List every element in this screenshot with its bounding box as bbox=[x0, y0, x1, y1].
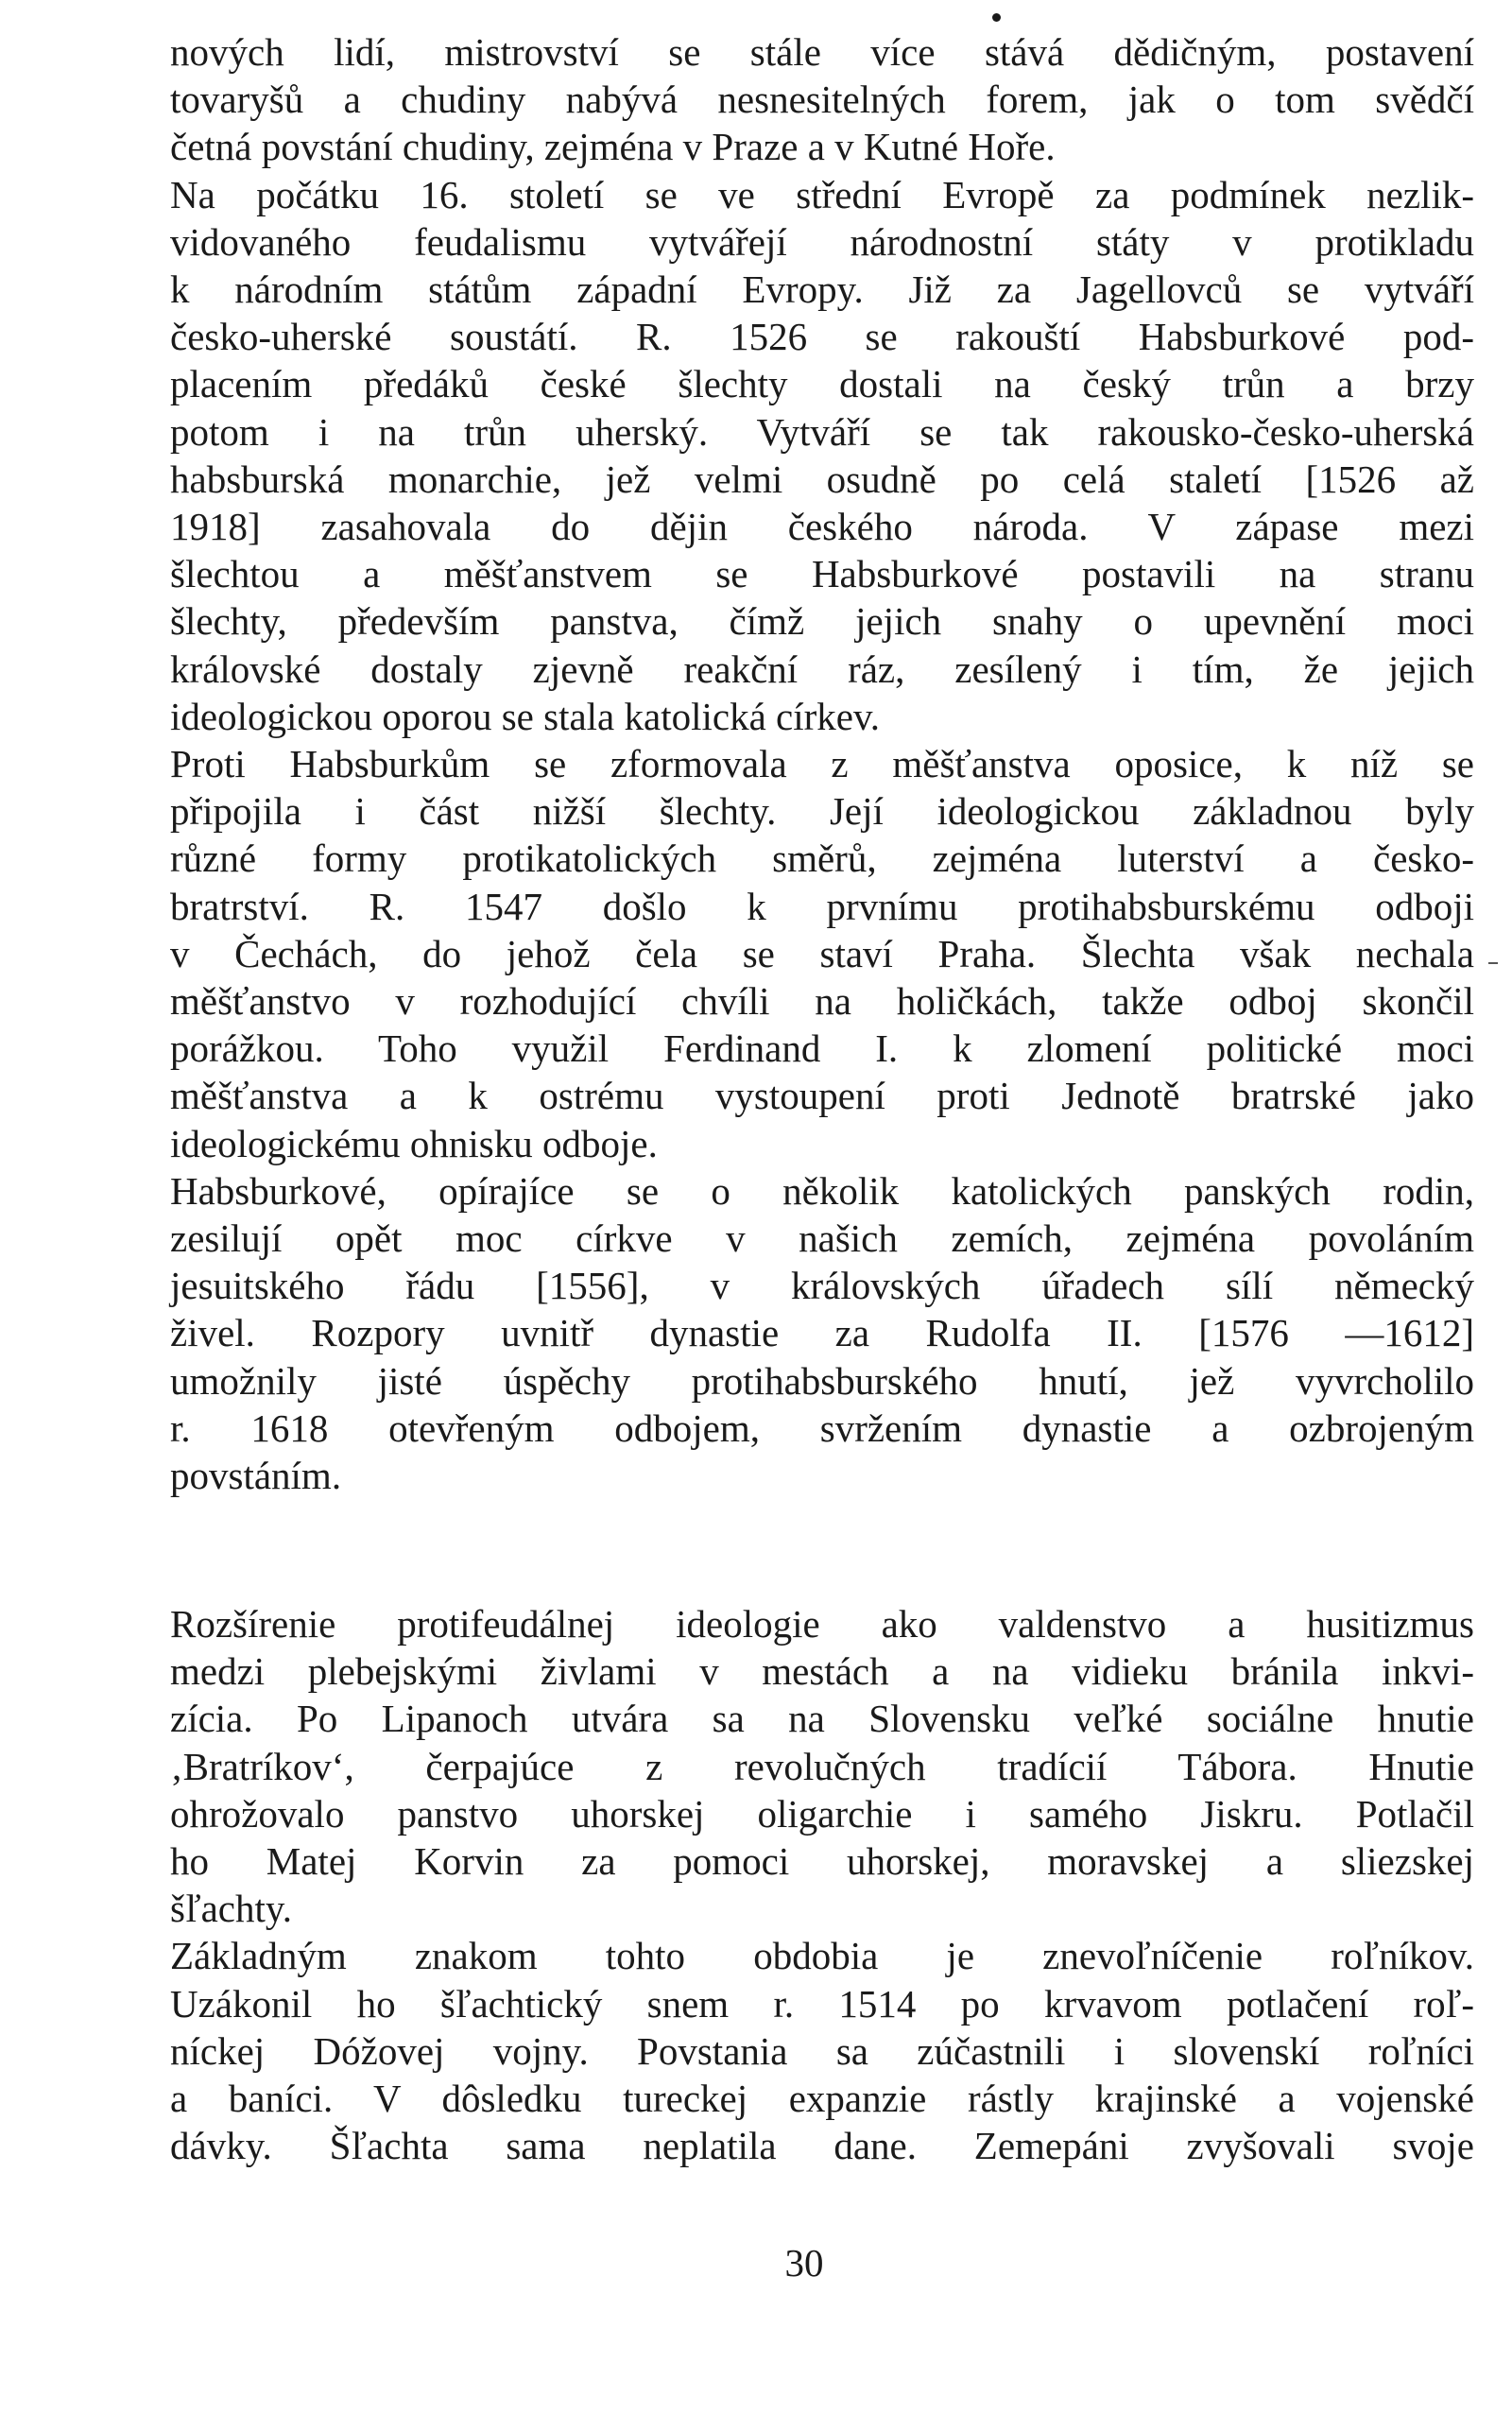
text-line: porážkou. Toho využil Ferdinand I. k zlomení politické moci bbox=[170, 1026, 1474, 1071]
text-line: Základným znakom tohto obdobia je znevoľníčenie roľníkov. bbox=[170, 1934, 1474, 1978]
text-line: připojila i část nižší šlechty. Její ideologickou základnou byly bbox=[170, 789, 1474, 834]
text-line: Uzákonil ho šľachtický snem r. 1514 po krvavom potlačení roľ- bbox=[170, 1981, 1474, 2026]
text-line: různé formy protikatolických směrů, zejména luterství a česko- bbox=[170, 836, 1474, 881]
text-line: potom i na trůn uherský. Vytváří se tak rakousko-česko-uherská bbox=[170, 409, 1474, 454]
text-line: Habsburkové, opírajíce se o několik katolických panských rodin, bbox=[170, 1168, 1474, 1213]
text-line: placením předáků české šlechty dostali na český trůn a brzy bbox=[170, 362, 1474, 406]
text-line: zícia. Po Lipanoch utvára sa na Slovensku veľké sociálne hnutie bbox=[170, 1697, 1474, 1741]
text-line: Proti Habsburkům se zformovala z měšťanstva oposice, k níž se bbox=[170, 742, 1474, 786]
czech-text-section bbox=[170, 28, 1474, 1499]
text-line: česko-uherské soustátí. R. 1526 se rakouští Habsburkové pod- bbox=[170, 315, 1474, 359]
text-line: ideologickému ohnisku odboje. bbox=[170, 1121, 658, 1165]
text-line: živel. Rozpory uvnitř dynastie za Rudolfa II. [1576 —1612] bbox=[170, 1311, 1474, 1355]
page-number: 30 bbox=[784, 2241, 824, 2285]
text-line: r. 1618 otevřeným odbojem, svržením dynastie a ozbrojeným bbox=[170, 1405, 1474, 1450]
text-line: nových lidí, mistrovství se stále více stává dědičným, postavení bbox=[170, 30, 1474, 74]
text-line: měšťanstva a k ostrému vystoupení proti Jednotě bratrské jako bbox=[170, 1074, 1474, 1118]
text-line: a baníci. V dôsledku tureckej expanzie rástly krajinské a vojenské bbox=[170, 2077, 1474, 2121]
text-line: měšťanstvo v rozhodující chvíli na holičkách, takže odboj skončil bbox=[170, 979, 1474, 1024]
text-line: ‚Bratríkov‘, čerpajúce z revolučných tradícií Tábora. Hnutie bbox=[170, 1744, 1474, 1788]
text-line: ideologickou oporou se stala katolická církev. bbox=[170, 694, 881, 738]
text-line: jesuitského řádu [1556], v královských úřadech sílí německý bbox=[170, 1264, 1474, 1308]
print-mark-dot bbox=[992, 13, 1001, 22]
text-line: habsburská monarchie, jež velmi osudně po celá staletí [1526 až bbox=[170, 457, 1474, 501]
text-line: zesilují opět moc církve v našich zemích, zejména povoláním bbox=[170, 1216, 1474, 1261]
text-line: povstáním. bbox=[170, 1454, 342, 1498]
text-line: dávky. Šľachta sama neplatila dane. Zemepáni zvyšovali svoje bbox=[170, 2124, 1474, 2168]
text-line: Rozšírenie protifeudálnej ideologie ako valdenstvo a husitizmus bbox=[170, 1602, 1474, 1646]
print-mark-dash bbox=[1488, 962, 1498, 964]
text-line: 1918] zasahovala do dějin českého národa. V zápase mezi bbox=[170, 505, 1474, 549]
text-line: ohrožovalo panstvo uhorskej oligarchie i samého Jiskru. Potlačil bbox=[170, 1791, 1474, 1836]
text-line: Na počátku 16. století se ve střední Evropě za podmínek nezlik- bbox=[170, 172, 1474, 216]
text-line: níckej Dóžovej vojny. Povstania sa zúčastnili i slovenskí roľníci bbox=[170, 2028, 1474, 2073]
text-line: v Čechách, do jehož čela se staví Praha. Šlechta však nechala bbox=[170, 931, 1474, 975]
text-line: šlechtou a měšťanstvem se Habsburkové postavili na stranu bbox=[170, 552, 1474, 596]
text-line: tovaryšů a chudiny nabývá nesnesitelných forem, jak o tom svědčí bbox=[170, 78, 1474, 122]
text-line: medzi plebejskými živlami v mestách a na vidieku bránila inkvi- bbox=[170, 1649, 1474, 1694]
text-line: četná povstání chudiny, zejména v Praze a v Kutné Hoře. bbox=[170, 125, 1056, 169]
text-line: královské dostaly zjevně reakční ráz, zesílený i tím, že jejich bbox=[170, 647, 1474, 691]
slovak-text-section bbox=[170, 1600, 1474, 2169]
text-line: ho Matej Korvin za pomoci uhorskej, moravskej a sliezskej bbox=[170, 1839, 1474, 1884]
text-line: k národním státům západní Evropy. Již za Jagellovců se vytváří bbox=[170, 267, 1474, 312]
text-line: šľachty. bbox=[170, 1887, 292, 1931]
text-line: šlechty, především panstva, čímž jejich snahy o upevnění moci bbox=[170, 599, 1474, 644]
text-line: bratrství. R. 1547 došlo k prvnímu protihabsburskému odboji bbox=[170, 884, 1474, 928]
text-line: vidovaného feudalismu vytvářejí národnostní státy v protikladu bbox=[170, 219, 1474, 264]
text-line: umožnily jisté úspěchy protihabsburského hnutí, jež vyvrcholilo bbox=[170, 1358, 1474, 1403]
